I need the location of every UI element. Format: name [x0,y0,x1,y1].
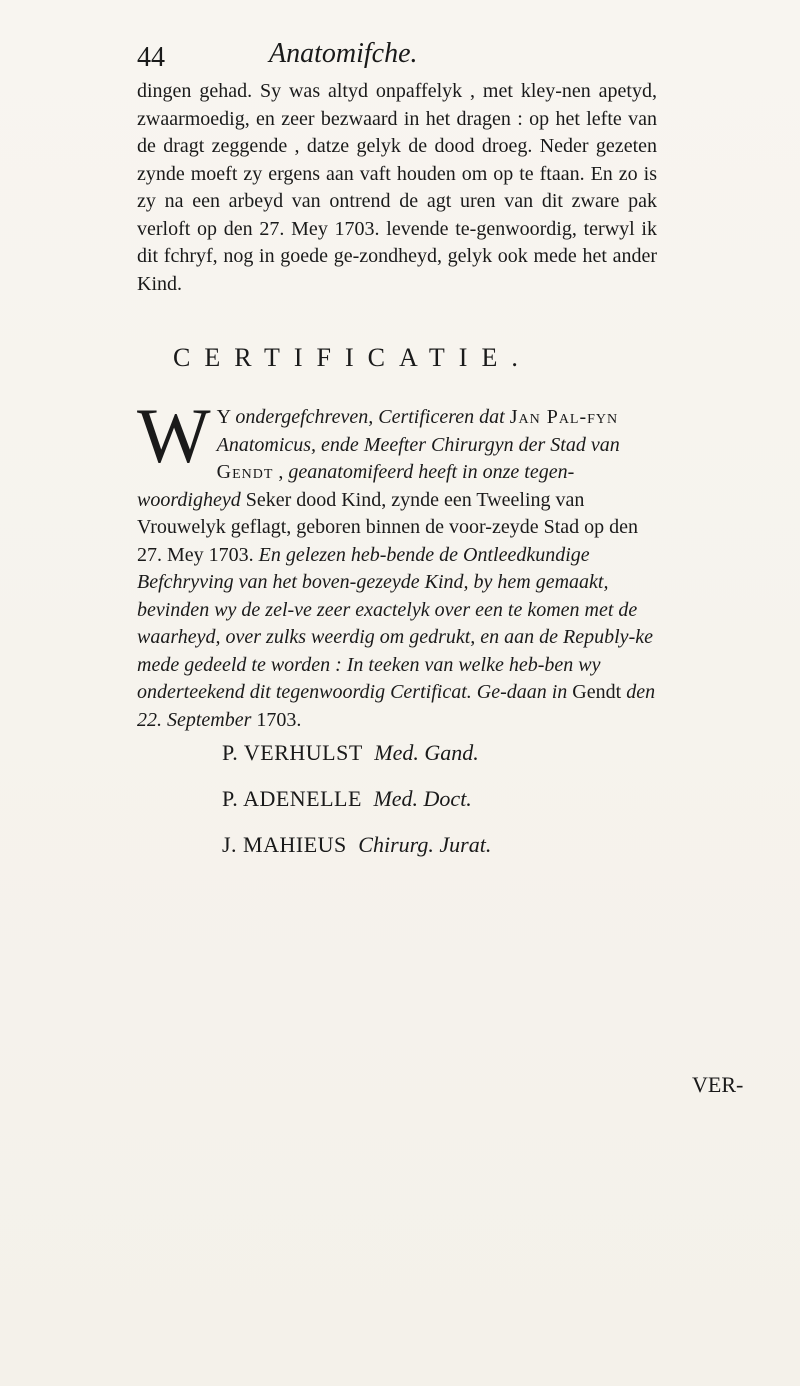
signatory-name: P. VERHULST [222,740,363,765]
paragraph-1: dingen gehad. Sy was altyd onpaffelyk , met kley-nen apetyd, zwaarmoedig, en zeer bezwaard in het dragen : op het lefte van de dragt zeggende , datze gelyk de dood droeg. Neder gezeten zynde moeft zy ergens aan vaft houden om op te ftaan. En zo is zy na een arbeyd van ontrend de agt uren van dit zware pak verloft op den 27. Mey 1703. levende te-genwoordig, terwyl ik dit fchryf, nog in goede ge-zondheyd, gelyk ook mede het ander Kind. [137,80,657,295]
page-number: 44 [137,42,165,73]
certificate-text [137,392,656,731]
signatory-title: Med. Gand. [374,740,479,765]
certificate-text-segment: 1703. [251,708,302,731]
signatory-title: Med. Doct. [373,786,472,811]
signatory-title: Chirurg. Jurat. [358,832,492,857]
section-heading: CERTIFICATIE. [173,343,532,372]
signature-line [222,740,479,766]
certificate-text-segment: Seker dood Kind, zynde een Tweeling van Vrouwelyk geflagt, geboren binnen de voor-zeyde Stad op den 27. Mey 1703. [137,488,639,566]
signature-line [222,786,472,812]
signatory-name: J. MAHIEUS [222,832,347,857]
running-title: Anatomifche. [269,38,418,69]
certificate-text-segment: ondergefchreven, Certificeren dat [235,406,505,428]
signature-line [222,832,491,858]
certificate-text-segment: Anatomicus, ende Meefter Chirurgyn der Stad van [216,433,620,456]
certificate-text-segment: Y [216,406,236,428]
page-header [137,38,657,78]
certificate-paragraph [137,392,657,734]
certificate-text-segment: Jan Pal-fyn [509,406,619,428]
certificate-text-segment: , [273,461,289,483]
certificate-text-segment: Gendt [567,681,627,703]
certificate-text-segment: En gelezen heb-bende de Ontleedkundige Befchryving van het boven-gezeyde Kind, by hem gemaakt, bevinden wy de zel-ve zeer exactelyk over een te komen met de waarheyd, over zulks weerdig om gedrukt, en aan de Republy-ke mede gedeeld te worden : In teeken van welke heb-ben wy onderteekend dit tegenwoordig Certificat. Ge-daan in [137,543,653,703]
catchword: VER- [692,1072,744,1097]
drop-cap: W [137,392,211,479]
certificate-text-segment: geanatomifeerd heeft in onze tegen-woordigheyd [137,461,575,511]
certificate-text-segment: den 22. September [137,681,656,731]
signatory-name: P. ADENELLE [222,786,362,811]
certificate-text-segment: Gendt [216,461,274,483]
